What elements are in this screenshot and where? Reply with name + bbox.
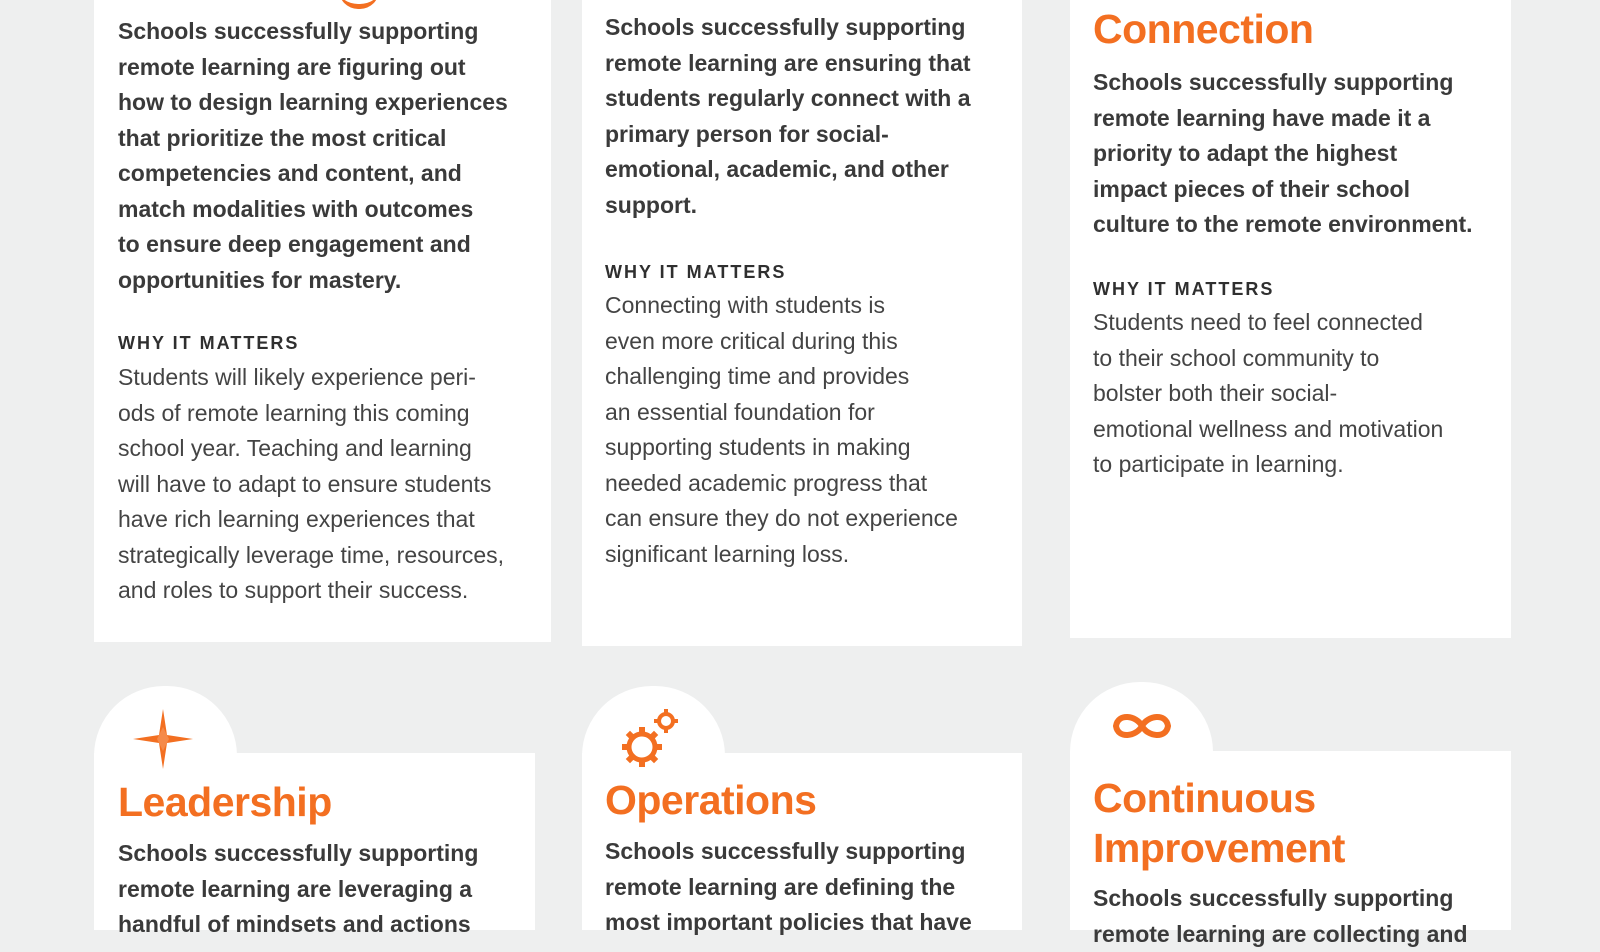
infinity-icon	[1110, 709, 1174, 743]
connection-card	[1070, 0, 1511, 638]
icon-fragment	[339, 0, 379, 9]
continuous-improvement-card	[1070, 751, 1511, 947]
why-it-matters-text: Connecting with students is even more critical during this challenging time and provides an essential foundation for supporting students in making needed academic progress that can ensure they do not experience significant learning loss.	[605, 292, 958, 567]
why-it-matters-label: WHY IT MATTERS	[118, 333, 300, 353]
card-title: Continuous Improvement	[1093, 775, 1345, 871]
card-title: Operations	[605, 777, 817, 823]
why-it-matters-text: Students will likely experience peri- ods of remote learning this coming school year. Teaching and learning will have to adapt to ensure students have rich learning experiences that strategically leverage time, resources, and roles to support their success.	[118, 364, 505, 603]
card-lead-text: Schools successfully supporting remote learning are defining the most important policies that have	[605, 838, 972, 935]
relationships-card	[582, 0, 1022, 646]
leadership-card	[94, 753, 535, 937]
why-it-matters-text: Students need to feel connected to their school community to bolster both their social- emotional wellness and motivation to participate in learning.	[1093, 309, 1444, 477]
card-lead-text: Schools successfully supporting remote learning are figuring out how to design learning experiences that prioritize the most critical competencies and content, and match modalities with outcomes to ensure deep engagement and opportunities for mastery.	[118, 18, 508, 293]
card-lead-text: Schools successfully supporting remote learning are collecting and	[1093, 885, 1468, 947]
why-it-matters-label: WHY IT MATTERS	[605, 262, 787, 282]
card-lead-text: Schools successfully supporting remote learning have made it a priority to adapt the highest impact pieces of their school culture to the remote environment.	[1093, 69, 1473, 237]
gears-icon	[618, 707, 682, 771]
why-it-matters-label: WHY IT MATTERS	[1093, 279, 1275, 299]
card-title: Leadership	[118, 779, 332, 825]
operations-card	[582, 753, 1022, 935]
card-lead-text: Schools successfully supporting remote learning are leveraging a handful of mindsets and actions	[118, 840, 479, 937]
compass-star-icon	[131, 707, 195, 771]
card-title: Connection	[1093, 6, 1314, 52]
learning-card	[94, 0, 551, 642]
card-lead-text: Schools successfully supporting remote learning are ensuring that students regularly connect with a primary person for social- emotional, academic, and other support.	[605, 14, 971, 218]
